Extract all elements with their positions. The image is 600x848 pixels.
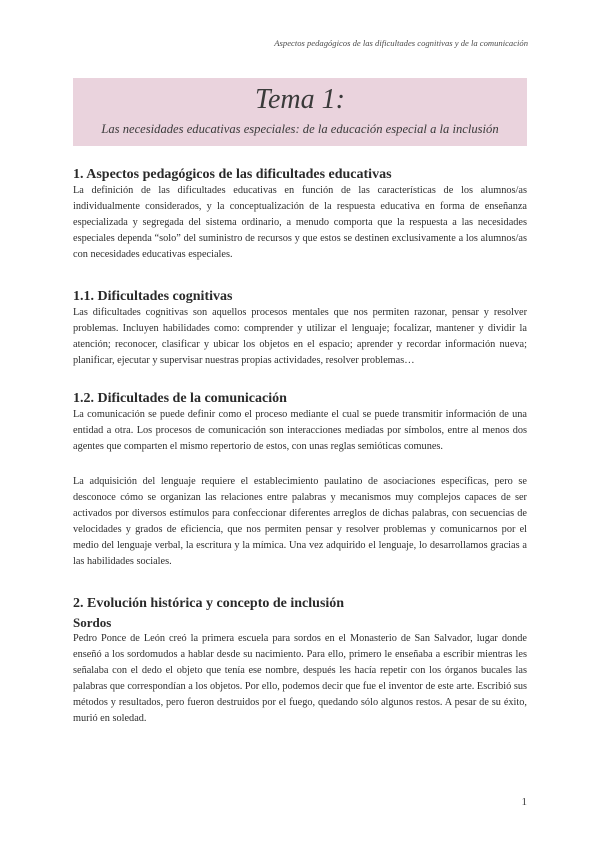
section-heading: 1.1. Dificultades cognitivas	[73, 289, 233, 304]
paragraph: La comunicación se puede definir como el proceso mediante el cual se puede transmitir información de una entidad a otra. Los procesos de comunicación son interacciones mediadas por símbolos, entre al menos dos agentes que comparten el mismo repertorio de estos, con unas reglas semióticas comunes.	[73, 409, 527, 452]
title-box	[73, 78, 527, 146]
page-number: 1	[521, 796, 527, 808]
running-header: Aspectos pedagógicos de las dificultades cognitivas y de la comunicación	[274, 38, 528, 48]
section-1-1	[73, 288, 527, 369]
paragraph: La definición de las dificultades educativas en función de las características de los alumnos/as individualmente considerados, y la conceptualización de la respuesta educativa en forma de enseñanza especializada y segregada del sistema ordinario, a menudo comporta que la respuesta a las necesidades especiales dependa “solo” del suministro de recursos y que estos se destinen exclusivamente a los alumnos/as con necesidades educativas especiales.	[73, 185, 527, 260]
section-heading: 1. Aspectos pedagógicos de las dificultades educativas	[73, 167, 392, 182]
section-1-2-cont	[73, 474, 527, 570]
section-heading: 1.2. Dificultades de la comunicación	[73, 391, 287, 406]
section-1-2	[73, 390, 527, 455]
tema-subtitle: Las necesidades educativas especiales: de la educación especial a la inclusión	[101, 122, 499, 136]
section-1	[73, 166, 527, 263]
section-heading: 2. Evolución histórica y concepto de inclusión	[73, 596, 345, 611]
section-2	[73, 595, 527, 727]
paragraph: Pedro Ponce de León creó la primera escuela para sordos en el Monasterio de San Salvador, lugar donde enseñó a los sordomudos a hablar desde su nacimiento. Para ello, primero le enseñaba a escribir mientras les señalaba con el dedo el objeto que tenía ese nombre, después les hacía repetir con los órganos bucales las palabras que correspondían a los objetos. Por ello, podemos decir que fue el inventor de este arte. Escribió sus métodos y resultados, pero fueron destruidos por el fuego, quedando sólo algunos restos. A pesar de su éxito, murió en soledad.	[73, 633, 527, 724]
tema-title: Tema 1:	[255, 84, 345, 115]
paragraph: La adquisición del lenguaje requiere el establecimiento paulatino de asociaciones específicas, pero se desconoce cómo se organizan las relaciones entre palabras y mecanismos muy complejos capaces de ser activados por diversos estímulos para confeccionar diferentes arreglos de dichas palabras, con secuencias de velocidades y grados de eficiencia, que nos permiten pensar y resolver problemas y comunicarnos por el medio del lenguaje verbal, la escritura y la mímica. Una vez adquirido el lenguaje, lo desarrollamos gracias a las habilidades sociales.	[73, 476, 527, 567]
subsection-heading: Sordos	[73, 615, 112, 630]
paragraph: Las dificultades cognitivas son aquellos procesos mentales que nos permiten razonar, pensar y resolver problemas. Incluyen habilidades como: comprender y utilizar el lenguaje; focalizar, mantener y dividir la atención; reconocer, clasificar y ubicar los objetos en el espacio; aprender y recordar información nueva; planificar, ejecutar y supervisar nuestras propias actividades, resolver problemas…	[73, 307, 527, 366]
